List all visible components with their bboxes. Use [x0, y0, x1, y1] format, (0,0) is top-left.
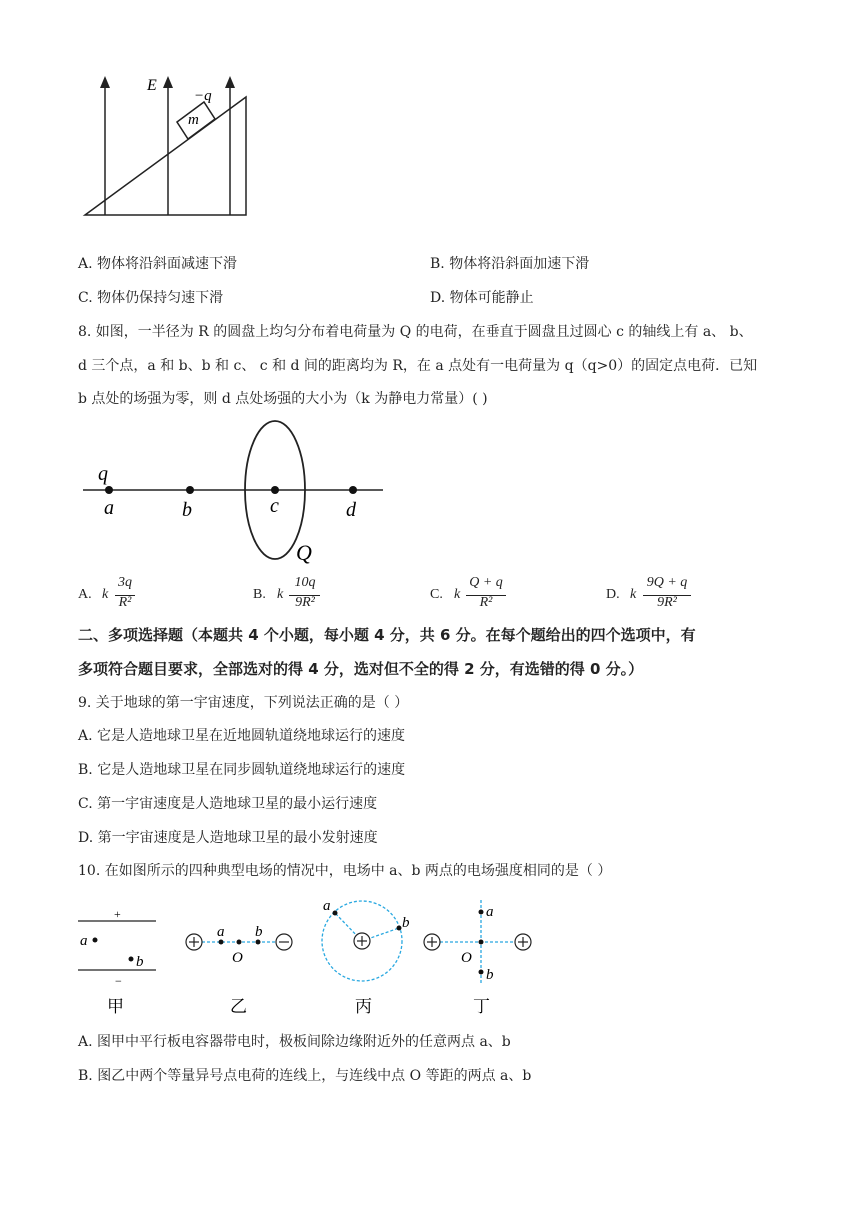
q8-option-b-num: 10q — [294, 575, 316, 590]
q7-option-b: B. 物体将沿斜面加速下滑 — [430, 256, 590, 272]
q10-ding-caption: 丁 — [473, 997, 490, 1017]
q8-option-d-letter: D. — [606, 587, 620, 602]
q9-option-d: D. 第一宇宙速度是人造地球卫星的最小发射速度 — [78, 830, 378, 846]
q9-stem: 9. 关于地球的第一宇宙速度，下列说法正确的是（ ） — [78, 695, 409, 711]
q10-option-b: B. 图乙中两个等量异号点电荷的连线上，与连线中点 O 等距的两点 a、b — [78, 1068, 532, 1084]
q8-disc-figure — [80, 420, 390, 570]
q10-figure-ding — [420, 895, 540, 1017]
q8-stem-line3: b 点处的场强为零，则 d 点处场强的大小为（k 为静电力常量）( ) — [78, 391, 488, 407]
q8-option-c-k: k — [454, 587, 461, 602]
q10-jia-caption: 甲 — [107, 997, 124, 1017]
q8-option-c-den: R² — [479, 595, 493, 610]
q10-ding-a: a — [486, 904, 494, 920]
q8-option-c — [430, 575, 520, 617]
q8-option-d-den: 9R² — [657, 595, 677, 610]
q8-option-b — [253, 575, 333, 617]
q8-label-q: q — [98, 463, 108, 485]
q8-label-c: c — [270, 495, 279, 517]
q7-incline-figure — [80, 70, 260, 220]
q7-label-E: E — [147, 77, 157, 94]
q8-stem-line1: 8. 如图，一半径为 R 的圆盘上均匀分布着电荷量为 Q 的电荷，在垂直于圆盘且过圆心 c 的轴线上有 a、 b、 — [78, 324, 753, 340]
q8-label-d: d — [346, 499, 356, 521]
q7-option-d: D. 物体可能静止 — [430, 290, 534, 306]
q8-label-a: a — [104, 497, 114, 519]
q8-option-a-k: k — [102, 587, 109, 602]
q10-jia-minus: − — [115, 974, 122, 988]
q7-option-c: C. 物体仍保持匀速下滑 — [78, 290, 224, 306]
q10-yi-a: a — [217, 924, 225, 940]
q10-bing-a: a — [323, 898, 331, 914]
q10-yi-caption: 乙 — [230, 997, 247, 1017]
q10-stem: 10. 在如图所示的四种典型电场的情况中，电场中 a、b 两点的电场强度相同的是（ ） — [78, 863, 612, 879]
q8-option-a-den: R² — [118, 595, 132, 610]
q8-option-a-num: 3q — [118, 575, 132, 590]
q9-option-a: A. 它是人造地球卫星在近地圆轨道绕地球运行的速度 — [78, 728, 406, 744]
q8-option-a — [78, 575, 148, 617]
q10-ding-b: b — [486, 967, 494, 983]
q10-bing-b: b — [402, 915, 410, 931]
q9-option-b: B. 它是人造地球卫星在同步圆轨道绕地球运行的速度 — [78, 762, 406, 778]
q8-option-d-k: k — [630, 587, 637, 602]
q8-stem-line2: d 三个点，a 和 b、b 和 c、 c 和 d 间的距离均为 R，在 a 点处有一电荷量为 q（q>0）的固定点电荷．已知 — [78, 358, 758, 374]
q10-jia-a: a — [80, 933, 88, 949]
q8-option-a-letter: A. — [78, 587, 92, 602]
q10-figure-bing — [318, 895, 418, 1017]
q8-option-b-den: 9R² — [295, 595, 315, 610]
q8-label-b: b — [182, 499, 192, 521]
q8-option-d — [606, 575, 706, 617]
q10-ding-O: O — [461, 950, 472, 966]
q10-jia-plus: + — [114, 907, 121, 921]
section2-heading-line1: 二、多项选择题（本题共 4 个小题，每小题 4 分，共 6 分。在每个题给出的四个选项中，有 — [78, 626, 696, 644]
q10-yi-b: b — [255, 924, 263, 940]
q7-label-charge: −q — [194, 88, 212, 104]
q10-jia-b: b — [136, 954, 144, 970]
q10-figure-jia — [78, 905, 163, 1017]
q10-figure-yi — [184, 905, 299, 1017]
q8-label-Q: Q — [296, 540, 312, 565]
q8-option-b-k: k — [277, 587, 284, 602]
q10-bing-caption: 丙 — [355, 997, 372, 1017]
q7-option-a: A. 物体将沿斜面减速下滑 — [78, 256, 238, 272]
q7-label-m: m — [188, 112, 199, 128]
q8-option-b-letter: B. — [253, 587, 266, 602]
q8-option-c-letter: C. — [430, 587, 443, 602]
q9-option-c: C. 第一宇宙速度是人造地球卫星的最小运行速度 — [78, 796, 378, 812]
q10-option-a: A. 图甲中平行板电容器带电时，极板间除边缘附近外的任意两点 a、b — [78, 1034, 511, 1050]
q10-yi-O: O — [232, 950, 243, 966]
q8-option-d-num: 9Q + q — [646, 575, 688, 590]
section2-heading-line2: 多项符合题目要求，全部选对的得 4 分，选对但不全的得 2 分，有选错的得 0 分。） — [78, 660, 644, 678]
q8-option-c-num: Q + q — [469, 575, 503, 590]
